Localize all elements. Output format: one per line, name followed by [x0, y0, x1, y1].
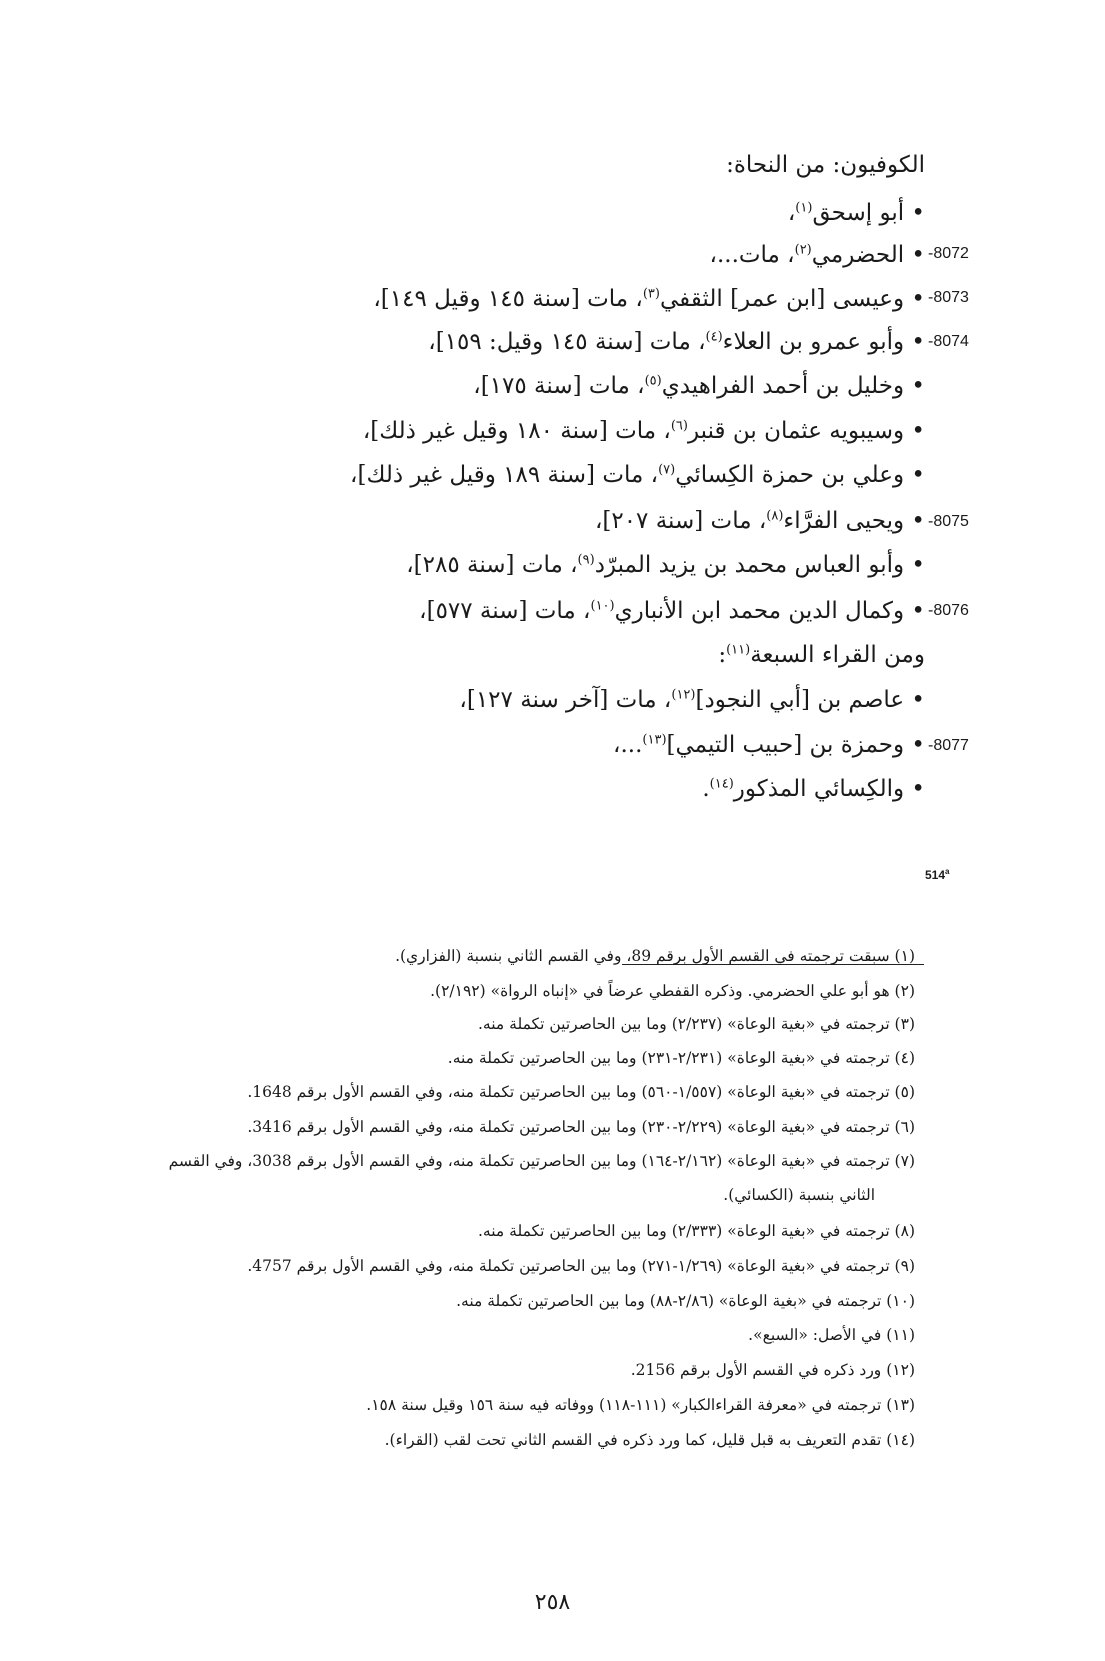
- margin-number: -8073: [928, 289, 969, 306]
- note-ref[interactable]: (٧): [658, 462, 676, 478]
- note-ref[interactable]: (٩): [577, 552, 595, 568]
- entry-line: [350, 460, 925, 490]
- margin-number: -8075: [928, 513, 969, 530]
- entry-line: [595, 506, 925, 536]
- note-ref[interactable]: (٨): [766, 508, 784, 524]
- entry-line: [363, 416, 925, 446]
- note-ref[interactable]: (١٠): [590, 598, 615, 614]
- entry-text: • والكِسائي المذكور: [733, 776, 925, 802]
- footnote: (٩) ترجمته في «بغية الوعاة» (١/٢٦٩-٢٧١) وما بين الحاصرتين تكملة منه، وفي القسم الأول برقم 4757.: [247, 1257, 915, 1275]
- note-ref[interactable]: (١): [795, 200, 813, 216]
- entry-line: [406, 550, 925, 580]
- footnote: (٦) ترجمته في «بغية الوعاة» (٢/٢٢٩-٢٣٠) وما بين الحاصرتين تكملة منه، وفي القسم الأول برقم 3416.: [247, 1118, 915, 1136]
- entry-text: • وأبو العباس محمد بن يزيد المبرّد: [594, 552, 925, 578]
- entry-tail: ، مات [سنة ٢٠٧]،: [594, 508, 767, 534]
- page-number: ٢٥٨: [534, 1590, 571, 1615]
- note-ref[interactable]: (٣): [642, 286, 660, 302]
- entry-tail: ، مات [آخر سنة ١٢٧]،: [459, 687, 672, 713]
- note-ref[interactable]: (٤): [705, 329, 723, 345]
- note-ref[interactable]: (١٤): [709, 776, 734, 792]
- footnote: (١٣) ترجمته في «معرفة القراءالكبار» (١١١-١١٨) ووفاته فيه سنة ١٥٦ وقيل سنة ١٥٨.: [366, 1396, 915, 1414]
- footnote: (٣) ترجمته في «بغية الوعاة» (٢/٢٣٧) وما بين الحاصرتين تكملة منه.: [478, 1015, 915, 1033]
- margin-number: -8077: [928, 737, 969, 754]
- footnote: (٧) ترجمته في «بغية الوعاة» (٢/١٦٢-١٦٤) وما بين الحاصرتين تكملة منه، وفي القسم الأول برقم 3038، وفي القسم: [168, 1152, 915, 1170]
- entry-tail: ، مات [سنة ٥٧٧]،: [419, 598, 591, 624]
- footnote: (١) سبقت ترجمته في القسم الأول برقم 89، وفي القسم الثاني بنسبة (الفزاري).: [395, 947, 915, 965]
- margin-number: -8074: [928, 333, 969, 350]
- footnote: (١١) في الأصل: «السبع».: [748, 1326, 915, 1344]
- entry-tail: ، مات [سنة ١٧٥]،: [473, 373, 645, 399]
- entry-line: [788, 198, 925, 228]
- entry-text: • وأبو عمرو بن العلاء: [722, 329, 925, 355]
- entry-text: • وكمال الدين محمد ابن الأنباري: [614, 598, 925, 624]
- entry-line: [428, 327, 925, 357]
- entry-text: • وحمزة بن [حبيب التيمي]: [666, 732, 925, 758]
- footnote: (٤) ترجمته في «بغية الوعاة» (٢/٢٣١-٢٣١) وما بين الحاصرتين تكملة منه.: [447, 1049, 915, 1067]
- entry-line: [718, 640, 925, 670]
- entry-text: • أبو إسحق: [812, 200, 925, 226]
- footnote: (٥) ترجمته في «بغية الوعاة» (١/٥٥٧-٥٦٠) وما بين الحاصرتين تكملة منه، وفي القسم الأول برقم 1648.: [247, 1083, 915, 1101]
- heading: الكوفيون: من النحاة:: [726, 152, 925, 178]
- note-ref[interactable]: (٥): [644, 373, 662, 389]
- margin-number: -8076: [928, 602, 969, 619]
- margin-ref-number: 514: [925, 868, 946, 882]
- note-ref[interactable]: (١١): [726, 642, 751, 658]
- note-ref[interactable]: (٢): [794, 242, 812, 258]
- entry-tail: .: [702, 776, 710, 802]
- entry-line: [613, 730, 925, 760]
- footnote: (٨) ترجمته في «بغية الوعاة» (٢/٣٣٣) وما بين الحاصرتين تكملة منه.: [478, 1222, 915, 1240]
- entry-text: • وعلي بن حمزة الكِسائي: [675, 462, 925, 488]
- entry-line: [419, 596, 925, 626]
- entry-line: [710, 240, 925, 270]
- note-ref[interactable]: (١٣): [642, 732, 667, 748]
- entry-text: • ويحيى الفرَّاء: [783, 508, 925, 534]
- entry-line: [373, 284, 925, 314]
- entry-text: • وسيبويه عثمان بن قنبر: [687, 418, 925, 444]
- entry-line: [702, 774, 925, 804]
- margin-number: -8072: [928, 245, 969, 262]
- entry-tail: ...،: [613, 732, 643, 758]
- entry-tail: ،: [787, 200, 796, 226]
- footnote-continuation: الثاني بنسبة (الكسائي).: [723, 1186, 875, 1204]
- entry-tail: ، مات [سنة ١٤٥ وقيل: ١٥٩]،: [428, 329, 706, 355]
- entry-tail: ، مات...،: [709, 242, 795, 268]
- entry-text: • الحضرمي: [811, 242, 925, 268]
- entry-line: [473, 371, 925, 401]
- margin-ref: [925, 867, 949, 882]
- entry-text: • وعيسى [ابن عمر] الثقفي: [659, 286, 925, 312]
- footnote: (٢) هو أبو علي الحضرمي. وذكره القفطي عرضاً في «إنباه الرواة» (٢/١٩٢).: [430, 982, 915, 1000]
- entry-line: [459, 685, 925, 715]
- note-ref[interactable]: (٦): [670, 418, 688, 434]
- margin-ref-sup: a: [945, 867, 950, 876]
- entry-tail: ، مات [سنة ١٤٥ وقيل ١٤٩]،: [373, 286, 643, 312]
- entry-tail: :: [718, 642, 727, 668]
- entry-tail: ، مات [سنة ١٨٩ وقيل غير ذلك]،: [350, 462, 659, 488]
- footnote: (١٢) ورد ذكره في القسم الأول برقم 2156.: [630, 1361, 915, 1379]
- entry-tail: ، مات [سنة ٢٨٥]،: [406, 552, 578, 578]
- entry-text: • وخليل بن أحمد الفراهيدي: [661, 373, 925, 399]
- note-ref[interactable]: (١٢): [671, 687, 696, 703]
- footnote: (١٤) تقدم التعريف به قبل قليل، كما ورد ذكره في القسم الثاني تحت لقب (القراء).: [384, 1431, 915, 1449]
- footnote: (١٠) ترجمته في «بغية الوعاة» (٢/٨٦-٨٨) وما بين الحاصرتين تكملة منه.: [456, 1292, 915, 1310]
- entry-text: • عاصم بن [أبي النجود]: [695, 687, 925, 713]
- entry-tail: ، مات [سنة ١٨٠ وقيل غير ذلك]،: [362, 418, 671, 444]
- entry-text: ومن القراء السبعة: [750, 642, 925, 668]
